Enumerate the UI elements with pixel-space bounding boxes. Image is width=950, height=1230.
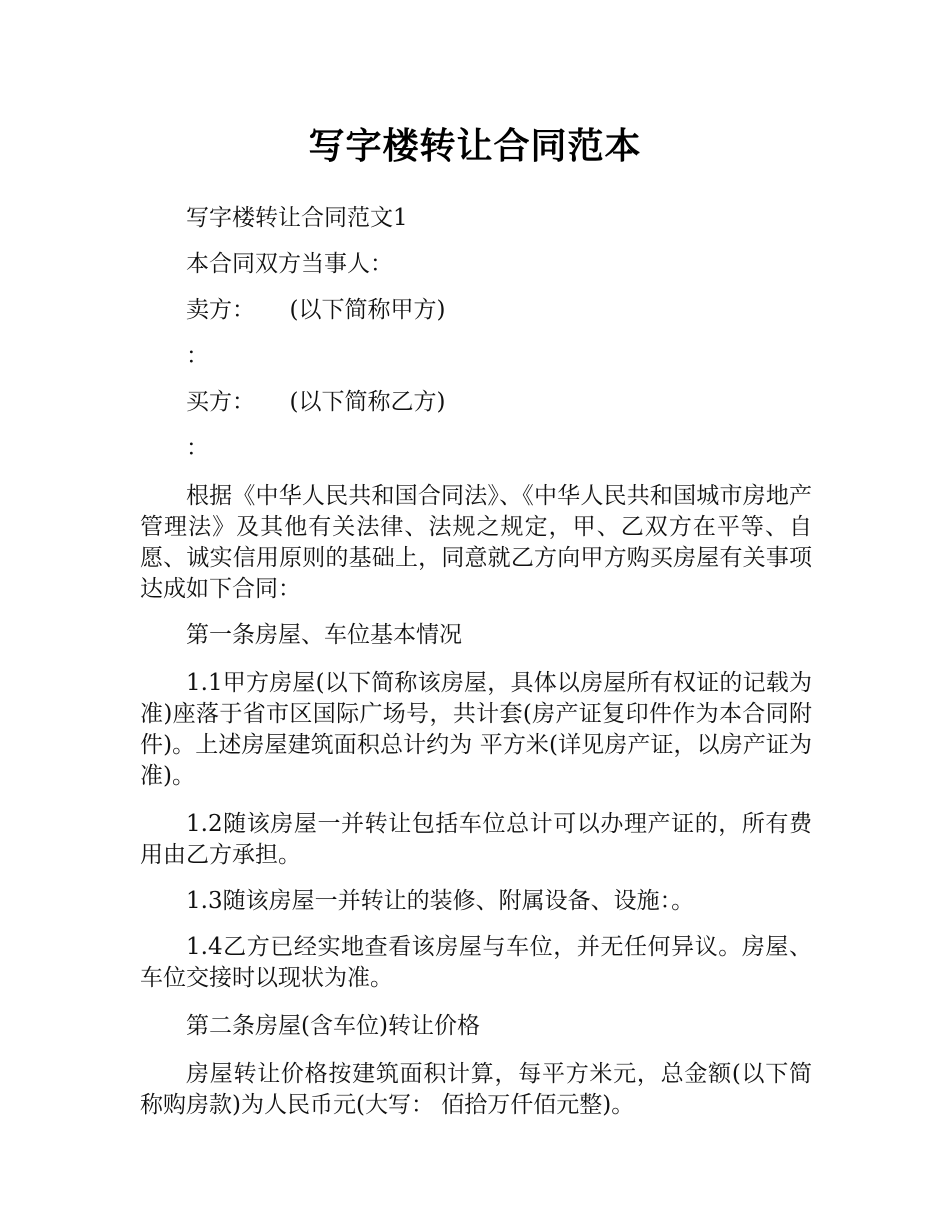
paragraph-clause-1-2: 1.2随该房屋一并转让包括车位总计可以办理产证的，所有费用由乙方承担。 [140, 811, 812, 868]
paragraph-seller-detail: ： [186, 343, 209, 369]
paragraph-article-1-heading: 第一条房屋、车位基本情况 [186, 622, 462, 648]
document-body [140, 203, 812, 1121]
paragraph-preamble: 根据《中华人民共和国合同法》、《中华人民共和国城市房地产管理法》及其他有关法律、法规之规定，甲、乙双方在平等、自愿、诚实信用原则的基础上，同意就乙方向甲方购买房屋有关事项达成如下合同： [140, 483, 812, 602]
paragraph-clause-1-1: 1.1甲方房屋(以下简称该房屋，具体以房屋所有权证的记载为准)座落于省市区国际广场号，共计套(房产证复印件作为本合同附件)。上述房屋建筑面积总计约为 平方米(详见房产证，以房产证为准)。 [140, 670, 812, 789]
paragraph-buyer-detail: ： [186, 435, 209, 461]
paragraph-parties-intro: 本合同双方当事人： [186, 251, 393, 277]
paragraph-clause-1-3: 1.3随该房屋一并转让的装修、附属设备、设施：。 [186, 888, 695, 914]
paragraph-price: 房屋转让价格按建筑面积计算，每平方米元，总金额(以下简称购房款)为人民币元(大写： 佰拾万仟佰元整)。 [140, 1061, 812, 1118]
paragraph-article-2-heading: 第二条房屋(含车位)转让价格 [186, 1013, 480, 1039]
paragraph-buyer: 买方： (以下简称乙方) [186, 389, 446, 415]
paragraph-heading: 写字楼转让合同范文1 [186, 205, 408, 231]
paragraph-seller: 卖方： (以下简称甲方) [186, 297, 446, 323]
document-title: 写字楼转让合同范本 [308, 126, 642, 167]
paragraph-clause-1-4: 1.4乙方已经实地查看该房屋与车位，并无任何异议。房屋、车位交接时以现状为准。 [140, 934, 812, 991]
